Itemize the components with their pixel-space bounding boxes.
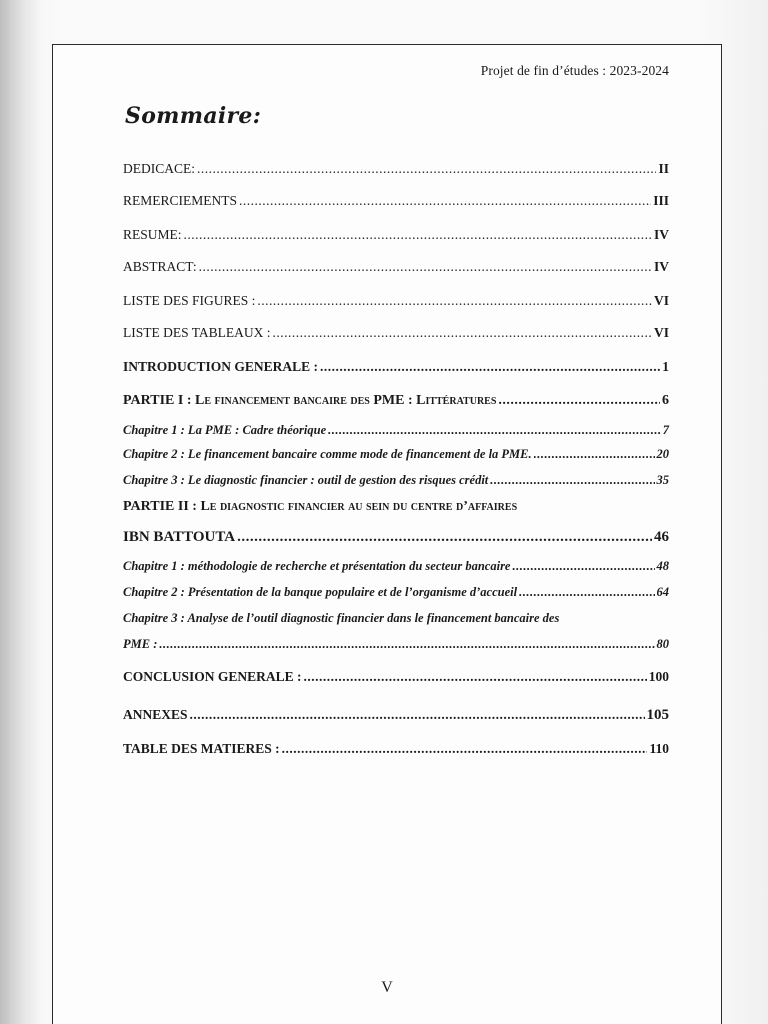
toc-page: 35 xyxy=(656,473,669,487)
running-header: Projet de fin d’études : 2023-2024 xyxy=(480,63,669,78)
toc-leader xyxy=(159,637,654,652)
toc-label: LISTE DES TABLEAUX : xyxy=(123,325,271,340)
toc-label: IBN BATTOUTA xyxy=(123,529,236,545)
toc-page: 100 xyxy=(648,669,669,684)
binding-shadow xyxy=(0,0,40,1024)
page-title: Sommaire: xyxy=(125,103,262,129)
toc-page: 1 xyxy=(662,359,669,374)
toc-entry-partie-1 xyxy=(123,393,669,409)
document-page xyxy=(52,44,722,1024)
toc-page: 80 xyxy=(656,637,669,651)
toc-entry-conclusion xyxy=(123,669,669,685)
toc-label: PME : xyxy=(123,637,158,651)
toc-entry-p1-chapitre-1 xyxy=(123,423,669,438)
toc-entry-p2-chapitre-1 xyxy=(123,559,669,574)
toc-leader xyxy=(328,423,661,438)
toc-entry-p1-chapitre-2 xyxy=(123,447,669,462)
toc-entry-p2-chapitre-3 xyxy=(123,637,669,652)
toc-label: Chapitre 2 : Présentation de la banque populaire et de l’organisme d’accueil xyxy=(123,585,518,599)
toc-label: ANNEXES xyxy=(123,707,188,722)
toc-label: CONCLUSION GENERALE : xyxy=(123,669,302,684)
toc-leader xyxy=(534,447,655,462)
toc-entry-partie-2 xyxy=(123,529,669,546)
toc-label: ABSTRACT: xyxy=(123,259,197,274)
toc-leader xyxy=(239,193,651,209)
toc-label: LISTE DES FIGURES : xyxy=(123,293,256,308)
toc-page: III xyxy=(653,193,669,208)
toc-label: Chapitre 3 : Le diagnostic financier : outil de gestion des risques crédit xyxy=(123,473,489,487)
part-prefix: PARTIE I : xyxy=(123,393,195,408)
toc-page: 105 xyxy=(646,707,669,723)
toc-leader xyxy=(257,293,652,309)
toc-leader xyxy=(282,741,648,757)
toc-leader xyxy=(237,529,652,546)
toc-leader xyxy=(304,669,647,685)
toc-page: 6 xyxy=(662,393,669,408)
toc-leader xyxy=(490,473,654,488)
toc-page: II xyxy=(658,161,669,176)
toc-leader xyxy=(320,359,660,375)
toc-label: Chapitre 1 : La PME : Cadre théorique xyxy=(123,423,327,437)
toc-page: VI xyxy=(653,293,669,308)
toc-page: IV xyxy=(653,259,669,274)
toc-entry-p1-chapitre-3 xyxy=(123,473,669,488)
toc-leader xyxy=(197,161,656,177)
toc-leader xyxy=(199,259,652,275)
toc-page: 7 xyxy=(662,423,669,437)
toc-label: REMERCIEMENTS xyxy=(123,193,238,208)
toc-leader xyxy=(512,559,654,574)
toc-leader xyxy=(273,325,652,341)
part-title: Le financement bancaire des PME : Littératures xyxy=(194,393,497,408)
toc-page: 110 xyxy=(649,741,669,756)
toc-label xyxy=(123,393,496,409)
page-number: V xyxy=(381,979,393,996)
part-title: Le diagnostic financier au sein du centre d’affaires xyxy=(200,499,518,514)
toc-leader xyxy=(190,707,645,723)
toc-entry-abstract xyxy=(123,259,669,275)
toc-entry-partie-2-line-1 xyxy=(123,499,669,515)
toc-page: IV xyxy=(653,227,669,242)
toc-label: TABLE DES MATIERES : xyxy=(123,741,280,756)
toc-label: Chapitre 2 : Le financement bancaire comme mode de financement de la PME. xyxy=(123,447,532,461)
toc-entry-resume xyxy=(123,227,669,243)
toc-label: RESUME: xyxy=(123,227,182,242)
toc-page: 20 xyxy=(656,447,669,461)
toc-entry-remerciements xyxy=(123,193,669,209)
toc-page: 64 xyxy=(656,585,669,599)
toc-page: VI xyxy=(653,325,669,340)
toc-leader xyxy=(519,585,654,600)
toc-page: 48 xyxy=(656,559,669,573)
toc-leader xyxy=(498,393,660,409)
toc-entry-tableaux xyxy=(123,325,669,341)
toc-entry-annexes xyxy=(123,707,669,724)
part-prefix: PARTIE II : xyxy=(123,499,201,514)
toc-entry-introduction xyxy=(123,359,669,375)
toc-leader xyxy=(184,227,652,243)
toc-entry-dedicace xyxy=(123,161,669,177)
toc-label: Chapitre 1 : méthodologie de recherche et présentation du secteur bancaire xyxy=(123,559,511,573)
toc-page: 46 xyxy=(654,529,669,545)
toc-entry-p2-chapitre-3-line-1: Chapitre 3 : Analyse de l’outil diagnostic financier dans le financement bancaire des xyxy=(123,611,560,625)
toc-entry-p2-chapitre-2 xyxy=(123,585,669,600)
toc-label: INTRODUCTION GENERALE : xyxy=(123,359,319,374)
toc-entry-table-des-matieres xyxy=(123,741,669,757)
toc-entry-figures xyxy=(123,293,669,309)
toc-label: DEDICACE: xyxy=(123,161,195,176)
